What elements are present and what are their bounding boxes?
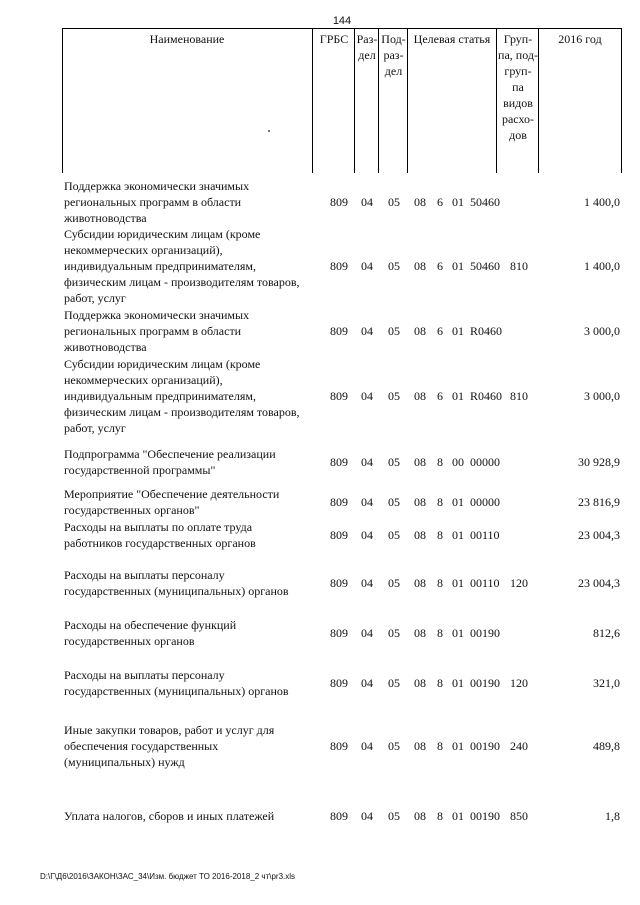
header-name: Наименование [149,32,225,46]
row-name: Субсидии юридическим лицам (кроме некоммерческих организаций), индивидуальным предпринимателям, физическим лицам - производителям товаров, работ, услуг [64,227,300,305]
row-podrazdel: 05 [388,809,400,823]
header-divider [354,28,355,173]
row-target-event: 01 [452,528,464,542]
row-grbs: 809 [330,626,348,640]
row-amount: 23 004,3 [578,576,620,590]
row-target-program: 08 [414,576,426,590]
row-podrazdel: 05 [388,324,400,338]
row-target-subprogram: 6 [437,195,443,209]
row-razdel: 04 [361,259,373,273]
row-razdel: 04 [361,324,373,338]
row-target-subprogram: 8 [437,809,443,823]
row-name: Расходы на обеспечение функций государственных органов [64,618,237,648]
row-name: Расходы на выплаты персоналу государственных (муниципальных) органов [64,668,289,698]
row-name: Иные закупки товаров, работ и услуг для обеспечения государственных (муниципальных) нужд [64,723,275,769]
row-grbs: 809 [330,259,348,273]
row-name: Субсидии юридическим лицам (кроме некоммерческих организаций), индивидуальным предпринимателям, физическим лицам - производителям товаров, работ, услуг [64,357,300,435]
header-target: Целевая статья [413,32,491,46]
row-razdel: 04 [361,739,373,753]
row-razdel: 04 [361,455,373,469]
row-razdel: 04 [361,626,373,640]
row-target-program: 08 [414,528,426,542]
row-grbs: 809 [330,324,348,338]
row-amount: 30 928,9 [578,455,620,469]
row-razdel: 04 [361,195,373,209]
header-divider [62,28,63,173]
row-target-event: 01 [452,809,464,823]
row-podrazdel: 05 [388,576,400,590]
row-razdel: 04 [361,528,373,542]
row-target-direction: R0460 [470,324,503,338]
row-name: Мероприятие "Обеспечение деятельности государственных органов" [64,487,280,517]
row-target-subprogram: 6 [437,389,443,403]
row-grbs: 809 [330,195,348,209]
row-target-direction: 00110 [470,576,500,590]
row-amount: 1 400,0 [584,195,620,209]
row-target-subprogram: 8 [437,528,443,542]
row-target-event: 00 [452,455,464,469]
row-amount: 3 000,0 [584,324,620,338]
scan-speck [268,130,270,132]
row-target-program: 08 [414,495,426,509]
row-target-direction: 00190 [470,809,500,823]
row-target-event: 01 [452,739,464,753]
row-group: 810 [510,259,528,273]
row-group: 120 [510,676,528,690]
row-amount: 812,6 [593,626,620,640]
header-divider [312,28,313,173]
row-target-event: 01 [452,259,464,273]
row-amount: 3 000,0 [584,389,620,403]
header-podrazdel: Под- раз- дел [381,32,406,78]
row-target-direction: 50460 [470,259,500,273]
row-target-program: 08 [414,739,426,753]
header-group: Груп- па, под- груп- па видов расхо- дов [498,32,538,142]
row-target-subprogram: 8 [437,495,443,509]
row-razdel: 04 [361,809,373,823]
row-podrazdel: 05 [388,455,400,469]
row-target-direction: 00000 [470,495,500,509]
row-target-program: 08 [414,389,426,403]
table-header [62,28,622,173]
row-name: Поддержка экономически значимых региональных программ в области животноводства [64,308,250,354]
row-razdel: 04 [361,576,373,590]
row-name: Поддержка экономически значимых региональных программ в области животноводства [64,179,250,225]
row-podrazdel: 05 [388,195,400,209]
row-razdel: 04 [361,389,373,403]
row-target-event: 01 [452,389,464,403]
row-podrazdel: 05 [388,626,400,640]
row-grbs: 809 [330,528,348,542]
row-grbs: 809 [330,676,348,690]
row-target-event: 01 [452,626,464,640]
row-target-direction: 00110 [470,528,500,542]
row-target-program: 08 [414,195,426,209]
row-razdel: 04 [361,676,373,690]
row-target-program: 08 [414,455,426,469]
row-target-program: 08 [414,324,426,338]
row-target-program: 08 [414,259,426,273]
row-target-subprogram: 6 [437,259,443,273]
row-grbs: 809 [330,495,348,509]
row-group: 810 [510,389,528,403]
row-group: 120 [510,576,528,590]
row-group: 850 [510,809,528,823]
file-path-footer: D:\Г\Д6\2016\ЗАКОН\ЗАС_34\Изм. бюджет ТО 2016-2018_2 чт\pr3.xls [40,872,296,881]
row-target-direction: 00000 [470,455,500,469]
row-target-direction: 00190 [470,626,500,640]
header-divider [407,28,408,173]
row-target-direction: 00190 [470,739,500,753]
row-podrazdel: 05 [388,739,400,753]
row-target-subprogram: 8 [437,739,443,753]
row-group: 240 [510,739,528,753]
row-grbs: 809 [330,739,348,753]
row-target-program: 08 [414,626,426,640]
header-year: 2016 год [558,32,602,46]
row-name: Уплата налогов, сборов и иных платежей [64,809,275,823]
row-target-subprogram: 8 [437,676,443,690]
header-razdel: Раз- дел [356,32,378,62]
row-target-event: 01 [452,324,464,338]
row-target-program: 08 [414,809,426,823]
row-podrazdel: 05 [388,495,400,509]
row-podrazdel: 05 [388,676,400,690]
row-grbs: 809 [330,809,348,823]
page-number: 144 [332,15,352,27]
row-amount: 1,8 [605,809,620,823]
row-amount: 23 004,3 [578,528,620,542]
row-podrazdel: 05 [388,259,400,273]
row-target-subprogram: 8 [437,455,443,469]
row-amount: 1 400,0 [584,259,620,273]
row-target-subprogram: 8 [437,576,443,590]
row-amount: 321,0 [593,676,620,690]
row-target-subprogram: 6 [437,324,443,338]
row-razdel: 04 [361,495,373,509]
row-name: Расходы на выплаты персоналу государственных (муниципальных) органов [64,568,289,598]
row-target-event: 01 [452,495,464,509]
row-target-subprogram: 8 [437,626,443,640]
row-target-direction: 00190 [470,676,500,690]
header-divider [538,28,539,173]
row-grbs: 809 [330,389,348,403]
row-target-event: 01 [452,195,464,209]
row-amount: 489,8 [593,739,620,753]
header-divider [378,28,379,173]
row-amount: 23 816,9 [578,495,620,509]
header-grbs: ГРБС [319,32,349,46]
row-grbs: 809 [330,455,348,469]
row-target-event: 01 [452,676,464,690]
row-grbs: 809 [330,576,348,590]
header-divider [621,28,622,173]
row-podrazdel: 05 [388,389,400,403]
row-podrazdel: 05 [388,528,400,542]
row-target-program: 08 [414,676,426,690]
header-divider [496,28,497,173]
row-target-direction: 50460 [470,195,500,209]
row-name: Расходы на выплаты по оплате труда работников государственных органов [64,520,256,550]
row-target-event: 01 [452,576,464,590]
row-target-direction: R0460 [470,389,503,403]
row-name: Подпрограмма "Обеспечение реализации государственной программы" [64,447,276,477]
